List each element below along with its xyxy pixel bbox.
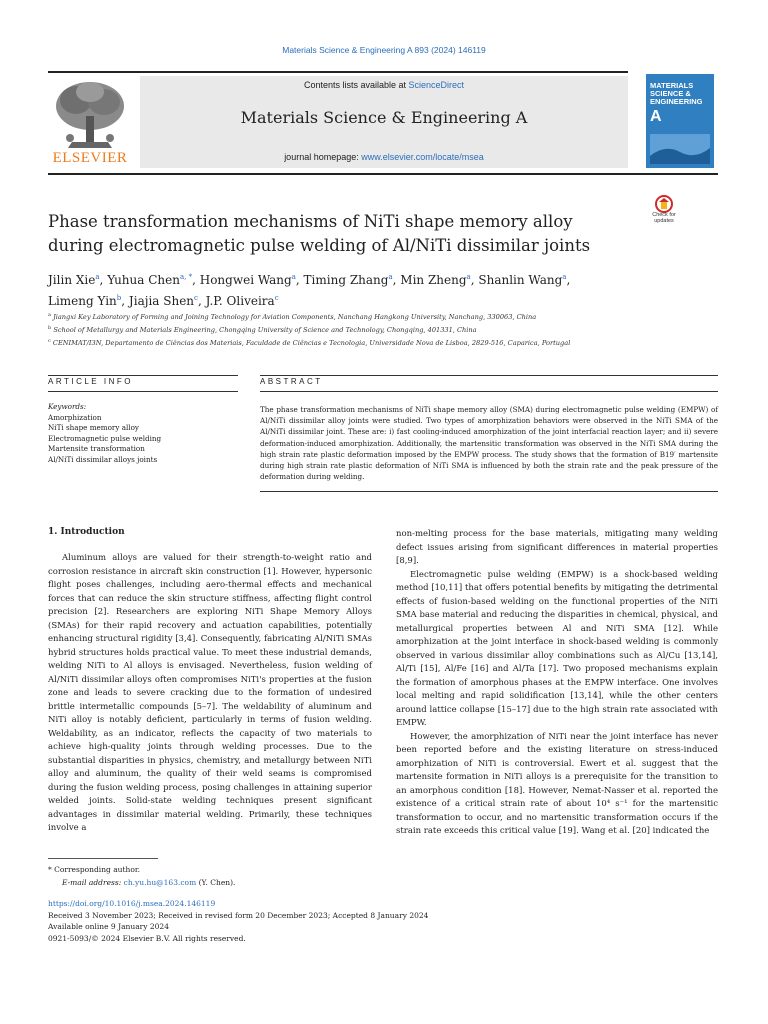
footnotes [48,864,388,889]
body-paragraph: Electromagnetic pulse welding (EMPW) is a shock-based welding method [10,11] that offers potential benefits by mitigating the detrimental effects of fusion-based welding on the functional properties of the NiTi SMA base material and reducing the disparities in chemical, physical, and metallurgical properties between Al and NiTi SMA [12]. While amorphization at the joint interface in shock-based welding is commonly observed in various dissimilar alloy combinations such as Al/Cu [13,14], Al/Ti [15], Al/Fe [16] and Al/Ta [17]. Two proposed mechanisms explain the formation of amorphous phases at the EMPW interface. One involves local melting and rapid solidification [13,14], while the other centers around lattice collapse [15–17] due to the high strain rate associated with EMPW. [396,569,718,728]
homepage-prefix: journal homepage: [284,152,362,162]
cover-letter: A [650,108,662,125]
abstract-text: The phase transformation mechanisms of NiTi shape memory alloy (SMA) during electromagnetic pulse welding (EMPW) of Al/NiTi dissimilar alloy joints were studied. Two types of amorphization behaviors were observed in the NiTi SMA of the Al/NiTi dissimilar joint. These are: i) fast cooling-induced amorphization of the joint interfacial reaction layer; and ii) severe deformation-induced amorphization. Additionally, the martensitic transformation was observed in the NiTi SMA during the high strain rate plastic deformation imposed by the EMPW process. The study shows that the formation of B19′ martensite during high strain rate plastic deformation of NiTi SMA is influenced by both the strain rate and the peak pressure of the deformation during welding. [260,405,718,482]
author[interactable]: Jilin Xie$^a$, [48,273,108,287]
check-for-updates-label[interactable]: Check for updates [652,212,676,224]
affiliation-list [48,310,728,350]
keyword[interactable]: Amorphization [48,412,102,422]
keywords-label: Keywords: [48,402,87,411]
email-label: E-mail address: [62,877,124,887]
article-info-label: ARTICLE INFO [48,377,133,386]
article-title: Phase transformation mechanisms of NiTi shape memory alloy during electromagnetic pulse welding of Al/NiTi dissimilar joints [48,212,591,255]
cover-graphic [650,134,710,164]
keyword[interactable]: NiTi shape memory alloy [48,423,139,432]
article-metadata [48,898,648,944]
body-paragraph: However, the amorphization of NiTi near the joint interface has never been reported before and the existing literature on stress-induced amorphization of NiTi is controversial. Ewert et al. suggest that the martensite formation in NiTi alloys is a prerequisite for the transition to an amorphous condition [18]. However, Nemat-Nasser et al. reported the existence of a critical strain rate of about 10⁴ s⁻¹ for the martensitic transformation to occur, and no martensitic transformation occurs if the strain rate exceeds this critical value [19]. Wang et al. [20] indicated the [396,731,718,836]
author[interactable]: Min Zheng$^a$, [400,273,479,287]
abstract-rule [260,375,718,376]
author[interactable]: Yuhua Chen$^{a, *}$, [107,273,200,287]
corresponding-author-note: * Corresponding author. [48,865,141,874]
keyword[interactable]: Martensite transformation [48,444,145,453]
abstract-end-rule [260,491,718,492]
keyword[interactable]: Al/NiTi dissimilar alloys joints [48,454,158,464]
journal-reference[interactable]: Materials Science & Engineering A 893 (2024) 146119 [282,45,486,55]
email-suffix: (Y. Chen). [196,877,236,887]
article-info-rule-lower [48,391,238,392]
section-heading-introduction: 1. Introduction [48,527,125,537]
email-link[interactable]: ch.yu.hu@163.com [123,877,197,887]
affiliation: $^a$ Jiangxi Key Laboratory of Forming and Joining Technology for Aviation Components, Nanchang Hangkong University, Nanchang, 330063, China [48,312,537,322]
journal-homepage-line [140,152,628,162]
journal-name: Materials Science & Engineering A [240,108,528,127]
body-column-left [48,552,372,836]
author-list [48,268,648,310]
header-top-rule [48,71,628,73]
received-dates: Received 3 November 2023; Received in revised form 20 December 2023; Accepted 8 January 2024 [48,910,429,920]
author[interactable]: Hongwei Wang$^a$, [199,273,304,287]
author[interactable]: Timing Zhang$^a$, [303,273,401,287]
sciencedirect-link[interactable]: ScienceDirect [408,80,465,90]
header-bottom-rule [48,173,718,175]
contents-available-line [140,80,628,90]
elsevier-wordmark: ELSEVIER [52,150,128,166]
journal-homepage-link[interactable]: www.elsevier.com/locate/msea [361,152,484,162]
footnote-rule [48,858,158,859]
keywords-block [48,402,228,465]
author[interactable]: Limeng Yin$^b$, [48,294,129,308]
copyright-line: 0921-5093/© 2024 Elsevier B.V. All rights reserved. [48,933,246,943]
abstract-rule-lower [260,391,718,392]
affiliation: $^c$ CENIMAT/I3N, Departamento de Ciências dos Materiais, Faculdade de Ciências e Tecnologia, Universidade Nova de Lisboa, 2829-516, Caparica, Portugal [48,338,571,348]
author[interactable]: Shanlin Wang$^a$, [478,273,571,287]
affiliation: $^b$ School of Metallurgy and Materials Engineering, Chongqing University of Science and Technology, Chongqing, 401331, China [48,325,477,335]
contents-prefix: Contents lists available at [303,80,409,90]
body-column-right [396,528,718,839]
email-note [48,877,388,890]
available-online-date: Available online 9 January 2024 [48,922,169,931]
article-info-rule [48,375,238,376]
keyword[interactable]: Electromagnetic pulse welding [48,433,162,443]
cover-title-text: MATERIALS SCIENCE & ENGINEERING [650,81,703,106]
abstract-label: ABSTRACT [260,377,323,386]
body-paragraph: Aluminum alloys are valued for their strength-to-weight ratio and corrosion resistance in aircraft skin construction [1]. However, hypersonic flight poses challenges, including aero-thermal effects and mechanical forces that can reduce the skin structure stiffness, affecting flight control precision [2]. Researchers are exploring NiTi Shape Memory Alloys (SMAs) for their rapid recovery and actuation capabilities, potentially enhancing structural rigidity [3,4]. Consequently, fabricating Al/NiTi SMAs hybrid structures holds practical value. To meet these industrial demands, welding NiTi to Al alloys is envisaged. Nevertheless, fusion welding of Al/NiTi dissimilar alloys often compromises NiTi's properties at the fusion zone and leads to severe cracking due to the formation of undesired brittle intermetallic compounds [5–7]. The weldability of aluminum and NiTi alloy is notably deficient, particularly in terms of fusion welding. Weldability, as an indicator, reflects the capacity of two materials to achieve high-quality joints through welding processes. Due to the substantial disparities in physics, chemistry, and metallurgy between NiTi alloy and aluminum, the quality of their weld seams is compromised during the fusion welding process, posing challenges in attaining superior welded joints. Solid-state welding techniques present significant advantages in dissimilar material welding. Primarily, these techniques involve a [48,553,372,833]
journal-cover-title [650,82,714,126]
body-paragraph: non-melting process for the base materials, mitigating many welding defect issues arising from significant differences in material properties [8,9]. [396,529,718,566]
doi-link[interactable]: https://doi.org/10.1016/j.msea.2024.146119 [48,899,216,908]
author[interactable]: Jiajia Shen$^c$, [128,294,206,308]
author[interactable]: J.P. Oliveira$^c$ [205,294,279,308]
